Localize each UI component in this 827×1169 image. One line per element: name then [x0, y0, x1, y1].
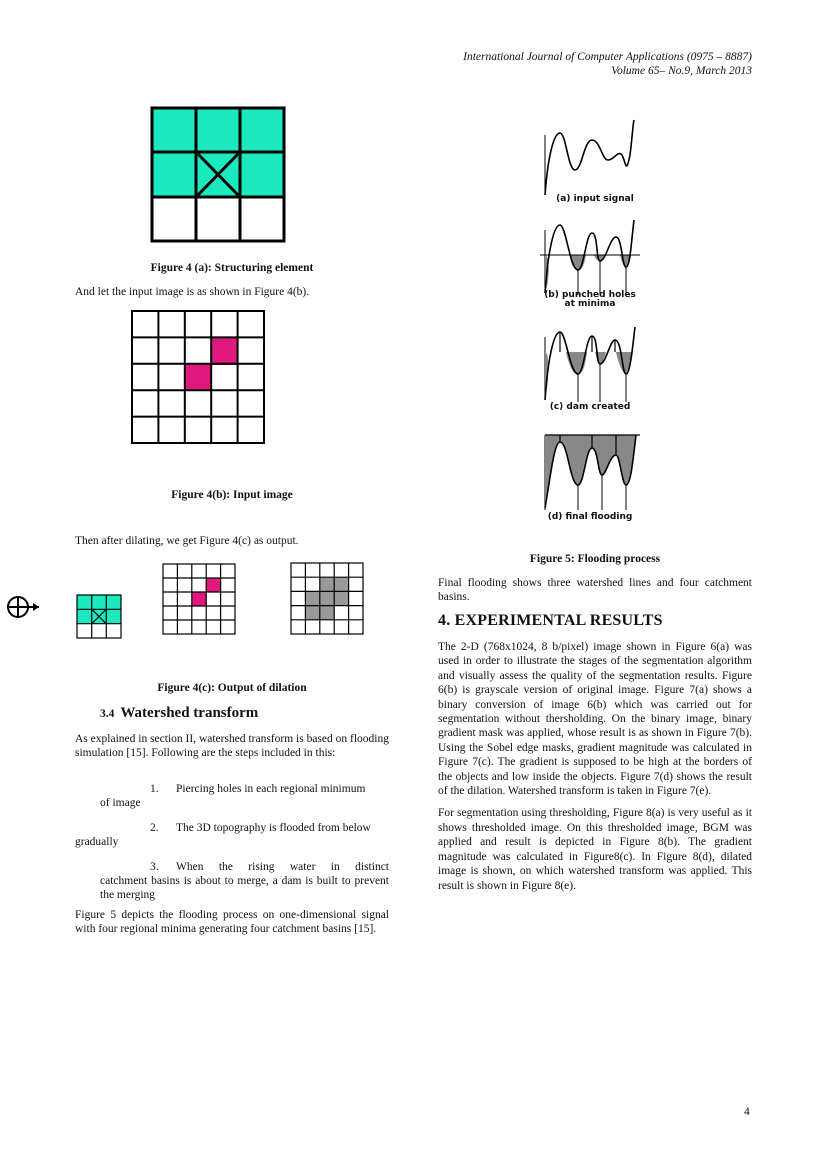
step-number: 1. [150, 783, 159, 795]
panel-label: (b) punched holes [544, 290, 636, 300]
flooding-panel-dam-created [540, 322, 640, 412]
input-image-intro: And let the input image is as shown in Figure 4(b). [75, 286, 310, 298]
input-image-grid-figure [131, 310, 265, 445]
figure-5-caption: Figure 5: Flooding process [529, 553, 661, 565]
list-item [75, 821, 389, 850]
flooding-panel-input-signal [540, 115, 640, 204]
paragraph: The 2-D (768x1024, 8 b/pixel) image shown in Figure 6(a) was used in order to illustrate the stages of the segmentation algorithm and visually assess the quality of the segmentation results. Figure 6(b) is grayscale version of original image. Figure 7(a) shows a binary conversion of image 6(b) which was carried out for segmentation without thersholding. On the binary image, binary gradient mask was applied, whose result is as shown in Figure 7(b). Using the Sobel edge masks, gradient magnitude was calculated in Figure 7(c). The gradient is supposed to be high at the borders of the objects and low inside the objects. Figure 7(d) shows the result of the dilation. Watershed transform is taken in Figure 7(e). [438, 641, 752, 798]
step-text: When the rising water in distinct [176, 860, 389, 873]
figure-5-description: Figure 5 depicts the flooding process on one-dimensional signal with four regional minima generating four catchment basins [15]. [75, 909, 389, 936]
section-number: 3.4 [100, 708, 115, 720]
journal-title: International Journal of Computer Applications (0975 – 8887) [463, 51, 752, 63]
dilation-structuring-element-small [76, 594, 122, 639]
section-paragraph: As explained in section II, watershed transform is based on flooding simulation [15]. Following are the steps included in this: [75, 733, 389, 760]
panel-label: (d) final flooding [547, 512, 633, 522]
panel-label-continued: at minima [564, 299, 616, 309]
figure-4b-caption: Figure 4(b): Input image [171, 489, 293, 501]
step-text: The 3D topography is flooded from below [176, 821, 371, 834]
figure-4a-caption: Figure 4 (a): Structuring element [150, 262, 314, 274]
panel-label: (a) input signal [556, 194, 634, 204]
section-4-heading: 4. EXPERIMENTAL RESULTS [438, 612, 663, 629]
journal-header [463, 50, 752, 78]
flooding-panel-final-flooding [540, 430, 640, 522]
step-number: 2. [150, 821, 159, 834]
step-text: Piercing holes in each regional minimum [176, 783, 366, 795]
figure-4c-caption: Figure 4(c): Output of dilation [157, 682, 307, 694]
page-number: 4 [744, 1106, 750, 1118]
flooding-panel-punched-holes [540, 215, 640, 309]
registration-mark-icon [6, 595, 40, 619]
step-number: 3. [150, 860, 159, 873]
experimental-results-body [438, 640, 752, 901]
section-title: Watershed transform [120, 705, 259, 721]
section-heading [100, 705, 258, 722]
list-item [75, 860, 389, 903]
step-text-continued: catchment basins is about to merge, a dam is built to prevent the merging [100, 875, 389, 902]
structuring-element-figure [150, 106, 286, 243]
list-item [75, 782, 389, 811]
step-text-continued: gradually [75, 836, 119, 849]
dilation-input-grid-small [162, 563, 236, 635]
dilation-output-grid-small [290, 562, 364, 635]
after-dilating-text: Then after dilating, we get Figure 4(c) as output. [75, 535, 299, 547]
steps-list [75, 782, 389, 913]
paragraph: For segmentation using thresholding, Figure 8(a) is very useful as it shows thresholded image. On this thresholded image, BGM was applied and result is depicted in Figure 8(b). The gradient magnitude was calculated in Figure8(c). In Figure 8(d), dilated image is shown, on which watershed transform was applied. This result is shown in Figure 8(e). [438, 807, 752, 892]
panel-label: (c) dam created [549, 402, 631, 412]
final-flooding-text: Final flooding shows three watershed lines and four catchment basins. [438, 577, 752, 604]
journal-volume: Volume 65– No.9, March 2013 [611, 65, 752, 77]
step-text-continued: of image [100, 797, 141, 810]
